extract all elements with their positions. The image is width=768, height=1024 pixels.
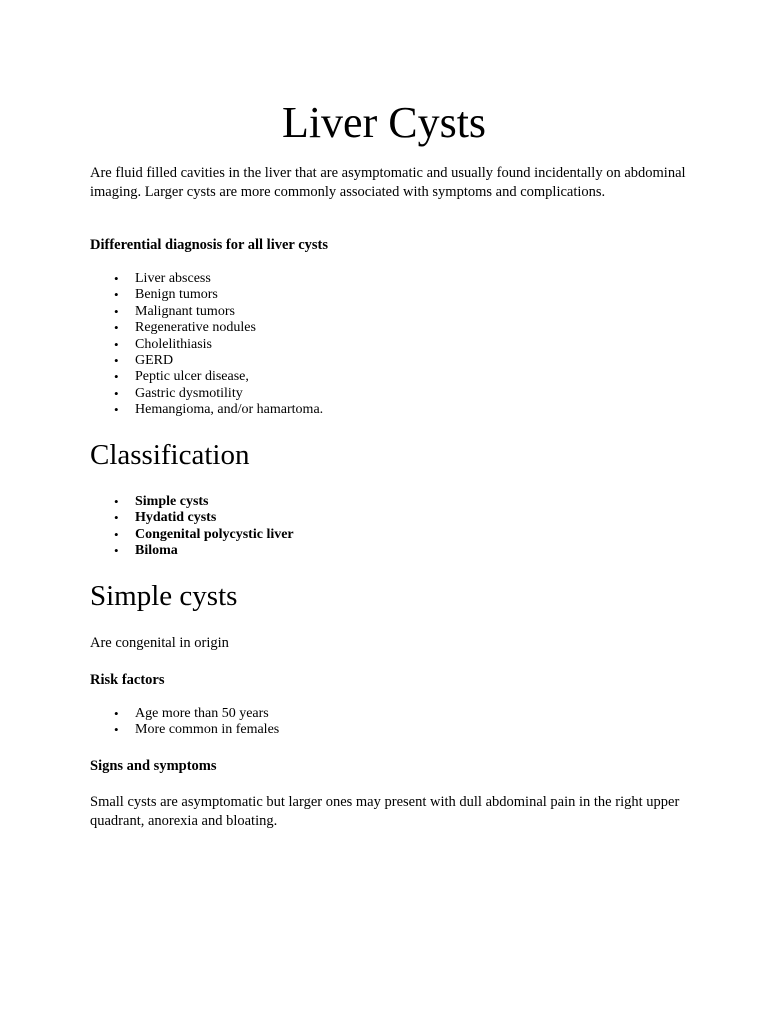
bullet-icon: • — [114, 303, 119, 319]
page-title: Liver Cysts — [281, 98, 487, 147]
signs-symptoms-heading: Signs and symptoms — [90, 758, 217, 774]
list-item: • Age more than 50 years — [114, 706, 269, 721]
bullet-icon: • — [114, 402, 119, 418]
list-item: • GERD — [114, 353, 174, 369]
differential-heading: Differential diagnosis for all liver cysts — [90, 237, 329, 253]
signs-symptoms-paragraph: Small cysts are asymptomatic but larger ones may present with dull abdominal pain in the right upper quadrant, anorexia and bloating. — [90, 794, 680, 829]
list-item: • More common in females — [114, 722, 280, 738]
classification-heading: Classification — [90, 439, 250, 471]
bullet-icon: • — [114, 722, 119, 738]
list-item: • Simple cysts — [114, 494, 209, 509]
bullet-icon: • — [114, 271, 119, 286]
risk-factors-list — [90, 706, 279, 739]
risk-factors-heading: Risk factors — [90, 672, 165, 688]
bullet-icon: • — [114, 336, 119, 352]
bullet-icon: • — [114, 320, 119, 336]
bullet-icon: • — [114, 510, 119, 526]
list-item: • Congenital polycystic liver — [114, 526, 294, 542]
bullet-icon: • — [114, 369, 119, 385]
list-item: • Hydatid cysts — [114, 510, 217, 526]
list-item: • Benign tumors — [114, 287, 218, 303]
differential-list — [90, 271, 323, 419]
intro-paragraph: Are fluid filled cavities in the liver that are asymptomatic and usually found incidentally on abdominal imaging. Larger cysts are more commonly associated with symptoms and complications. — [90, 165, 686, 200]
bullet-icon: • — [114, 385, 119, 401]
list-item: • Hemangioma, and/or hamartoma. — [114, 402, 324, 418]
list-item: • Regenerative nodules — [114, 320, 256, 336]
bullet-icon: • — [114, 494, 119, 509]
list-item: • Biloma — [114, 543, 178, 559]
bullet-icon: • — [114, 353, 119, 369]
list-item: • Liver abscess — [114, 271, 211, 286]
classification-list — [90, 494, 294, 560]
list-item: • Peptic ulcer disease, — [114, 369, 249, 385]
bullet-icon: • — [114, 706, 119, 721]
bullet-icon: • — [114, 287, 119, 303]
bullet-icon: • — [114, 543, 119, 559]
bullet-icon: • — [114, 526, 119, 542]
list-item: • Malignant tumors — [114, 303, 235, 319]
simple-cysts-heading: Simple cysts — [90, 580, 238, 612]
list-item: • Cholelithiasis — [114, 336, 212, 352]
list-item: • Gastric dysmotility — [114, 385, 243, 401]
simple-cysts-origin: Are congenital in origin — [90, 635, 229, 651]
